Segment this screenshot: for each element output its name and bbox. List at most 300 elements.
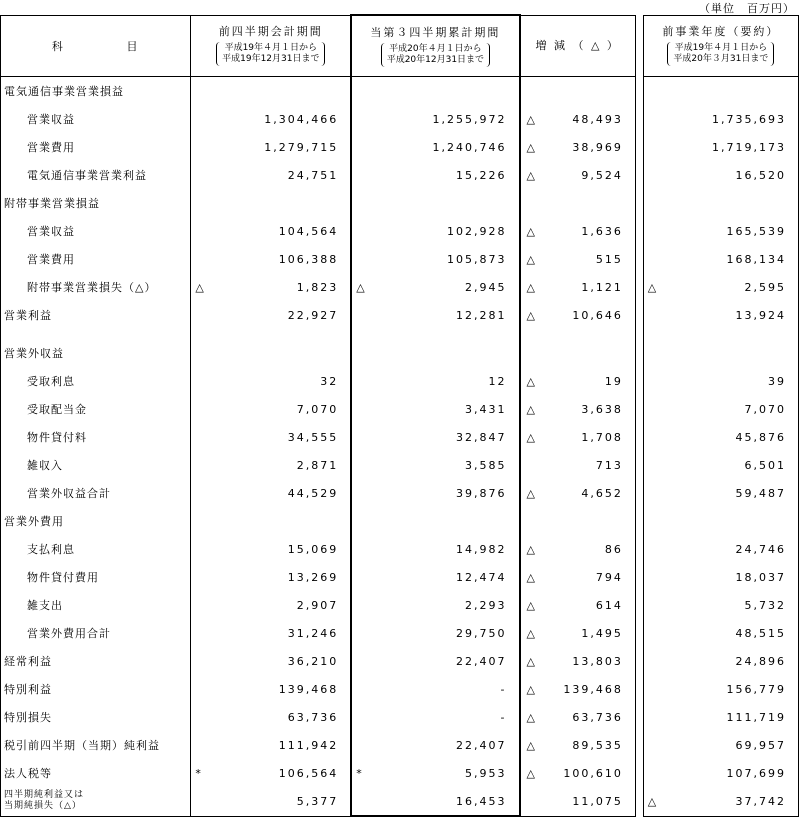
row-label: [1, 790, 190, 812]
column-gap: [635, 535, 643, 563]
table-row: [1, 619, 799, 647]
diff-cell-value: 86: [604, 542, 623, 556]
prev-period-cell-value: 32: [320, 374, 339, 388]
row-label-line: 当期純損失（△）: [4, 801, 82, 812]
cur-period-cell: [351, 301, 519, 329]
cur-period-cell: [351, 451, 519, 479]
prev-period-cell: [191, 245, 351, 273]
prev-period-cell: [191, 535, 351, 563]
prev-period-cell-value: 1,279,715: [264, 140, 339, 154]
cur-period-cell: [351, 77, 519, 106]
row-label: 物件貸付費用: [27, 571, 99, 584]
unit-label: （単位 百万円）: [699, 2, 795, 15]
spacer-row: [1, 329, 799, 339]
column-gap: [635, 273, 643, 301]
cur-period-cell: [351, 563, 519, 591]
prev-period-cell-value: 139,468: [278, 682, 339, 696]
cur-period-cell-value: 3,585: [465, 458, 507, 472]
diff-cell-mark: △: [526, 430, 537, 444]
table-row: [1, 133, 799, 161]
column-gap: [635, 479, 643, 507]
prev-period-cell: [191, 273, 351, 301]
diff-cell-value: 89,535: [572, 738, 623, 752]
diff-cell-mark: △: [526, 710, 537, 724]
prev-period-cell-value: 13,269: [287, 570, 339, 584]
prev-period-cell-mark: △: [195, 280, 206, 294]
diff-cell-mark: △: [526, 224, 537, 238]
diff-cell-value: 38,969: [572, 140, 623, 154]
cur-period-cell-value: 105,873: [447, 252, 507, 266]
row-label-cell: [1, 703, 191, 731]
row-label: 附帯事業営業損益: [4, 197, 100, 210]
prev-period-cell: [191, 189, 351, 217]
prev-period-cell-value: 36,210: [287, 654, 339, 668]
cur-period-cell-value: 22,407: [456, 738, 507, 752]
diff-cell-value: 1,636: [581, 224, 623, 238]
diff-cell-value: 100,610: [563, 766, 623, 780]
prev-period-cell: [191, 759, 351, 787]
cur-period-cell: [351, 367, 519, 395]
diff-cell-value: 9,524: [581, 168, 623, 182]
column-gap: [635, 507, 643, 535]
cur-period-cell: [351, 479, 519, 507]
column-gap: [635, 451, 643, 479]
prev-year-cell-value: 168,134: [726, 252, 786, 266]
prev-year-cell-value: 59,487: [735, 486, 786, 500]
row-label-cell: [1, 329, 191, 339]
income-statement-table: [0, 14, 799, 817]
diff-cell: [520, 105, 636, 133]
row-label: 営業外収益: [4, 347, 64, 360]
header-label-col: [1, 15, 191, 77]
diff-cell: [520, 133, 636, 161]
column-gap: [635, 367, 643, 395]
row-label: 電気通信事業営業損益: [4, 85, 124, 98]
cur-period-cell-value: 15,226: [456, 168, 507, 182]
table-row: [1, 451, 799, 479]
prev-period-cell: [191, 161, 351, 189]
cur-period-cell-value: 12,474: [456, 570, 507, 584]
diff-cell-value: 794: [595, 570, 623, 584]
header-year-from: 平成19年４月１日から: [674, 43, 768, 54]
column-gap: [635, 591, 643, 619]
prev-year-cell-mark: △: [647, 280, 659, 294]
row-label: 電気通信事業営業利益: [27, 169, 147, 182]
row-label: 受取配当金: [27, 403, 87, 416]
prev-year-cell-value: 6,501: [744, 458, 786, 472]
cur-period-cell-value: -: [500, 682, 507, 696]
table-row: [1, 105, 799, 133]
diff-cell: [520, 563, 636, 591]
row-label-cell: [1, 273, 191, 301]
row-label: 営業費用: [27, 253, 75, 266]
prev-period-cell: [191, 787, 351, 816]
cur-period-cell: [351, 591, 519, 619]
table-row: [1, 301, 799, 329]
row-label: 附帯事業営業損失（△）: [27, 281, 157, 294]
diff-cell-mark: △: [526, 654, 537, 668]
prev-period-cell-value: 44,529: [287, 486, 339, 500]
cur-period-cell: [351, 703, 519, 731]
table-row: [1, 703, 799, 731]
diff-cell-mark: △: [526, 402, 537, 416]
cur-period-cell: [351, 731, 519, 759]
cur-period-cell-value: 1,255,972: [432, 112, 507, 126]
table-row: [1, 647, 799, 675]
row-label-cell: [1, 479, 191, 507]
prev-period-cell: [191, 647, 351, 675]
cur-period-cell-value: -: [500, 710, 507, 724]
row-label-cell: [1, 423, 191, 451]
row-label-cell: [1, 217, 191, 245]
table-row: [1, 77, 799, 106]
prev-year-cell: [643, 133, 798, 161]
table-row: [1, 423, 799, 451]
row-label-cell: [1, 759, 191, 787]
diff-cell-value: 1,708: [581, 430, 623, 444]
cur-period-cell-value: 5,953: [465, 766, 507, 780]
header-cur-to: 平成20年12月31日まで: [386, 54, 485, 65]
row-label-cell: [1, 535, 191, 563]
cur-period-cell-value: 39,876: [456, 486, 507, 500]
diff-cell-mark: △: [526, 766, 537, 780]
diff-cell: [520, 507, 636, 535]
cur-period-cell: [351, 133, 519, 161]
table-header-row: [1, 15, 799, 77]
row-label-cell: [1, 619, 191, 647]
cur-period-cell: [351, 423, 519, 451]
header-kamoku-2: 目: [126, 39, 140, 53]
table-row: [1, 507, 799, 535]
row-label-cell: [1, 563, 191, 591]
row-label: 営業費用: [27, 141, 75, 154]
prev-year-cell: [643, 273, 798, 301]
cur-period-cell: [351, 619, 519, 647]
header-year-title: 前事業年度（要約）: [662, 25, 780, 39]
row-label-cell: [1, 301, 191, 329]
row-label: 支払利息: [27, 543, 75, 556]
cur-period-cell-value: 29,750: [456, 626, 507, 640]
prev-year-cell-value: 111,719: [726, 710, 786, 724]
diff-cell: [520, 339, 636, 367]
prev-period-cell: [191, 133, 351, 161]
cur-period-cell: [351, 217, 519, 245]
prev-period-cell-value: 63,736: [287, 710, 339, 724]
diff-cell-mark: △: [526, 486, 537, 500]
row-label: 雑収入: [27, 459, 63, 472]
table-row: [1, 273, 799, 301]
diff-cell-mark: △: [526, 738, 537, 752]
prev-year-cell: [643, 731, 798, 759]
prev-year-cell: [643, 189, 798, 217]
header-prev-title: 前四半期会計期間: [218, 25, 323, 39]
table-row: [1, 535, 799, 563]
prev-year-cell: [643, 647, 798, 675]
column-gap: [635, 731, 643, 759]
header-prev-period: [191, 15, 351, 77]
column-gap: [635, 15, 643, 77]
prev-period-cell-value: 106,388: [278, 252, 339, 266]
diff-cell: [520, 619, 636, 647]
cur-period-cell-value: 12,281: [456, 308, 507, 322]
cur-period-cell: [351, 675, 519, 703]
column-gap: [635, 787, 643, 816]
prev-year-cell-value: 69,957: [735, 738, 786, 752]
table-row: [1, 339, 799, 367]
prev-year-cell-value: 39: [768, 374, 786, 388]
diff-cell-value: 13,803: [572, 654, 623, 668]
row-label: 税引前四半期（当期）純利益: [4, 739, 160, 752]
prev-period-cell-value: 24,751: [287, 168, 339, 182]
diff-cell: [520, 535, 636, 563]
prev-period-cell-value: 34,555: [287, 430, 339, 444]
diff-cell-mark: △: [526, 682, 537, 696]
prev-period-cell-value: 22,927: [287, 308, 339, 322]
row-label-cell: [1, 507, 191, 535]
row-label-cell: [1, 451, 191, 479]
cur-period-cell: [351, 245, 519, 273]
prev-year-cell: [643, 563, 798, 591]
prev-year-cell: [643, 479, 798, 507]
column-gap: [635, 619, 643, 647]
diff-cell: [520, 217, 636, 245]
column-gap: [635, 105, 643, 133]
prev-period-cell: [191, 507, 351, 535]
table-row: [1, 367, 799, 395]
row-label-cell: [1, 105, 191, 133]
table-row: [1, 563, 799, 591]
prev-period-cell-value: 1,823: [296, 280, 339, 294]
prev-year-cell: [643, 245, 798, 273]
diff-cell-mark: △: [526, 626, 537, 640]
diff-cell-value: 4,652: [581, 486, 623, 500]
row-label-cell: [1, 675, 191, 703]
diff-cell-value: 1,495: [581, 626, 623, 640]
prev-period-cell-mark: *: [195, 766, 203, 780]
diff-cell-value: 515: [595, 252, 623, 266]
column-gap: [635, 759, 643, 787]
prev-period-cell: [191, 77, 351, 106]
prev-year-cell: [643, 675, 798, 703]
prev-year-cell: [643, 591, 798, 619]
diff-cell-value: 614: [595, 598, 623, 612]
row-label-cell: [1, 647, 191, 675]
diff-cell: [520, 759, 636, 787]
diff-cell-value: 3,638: [581, 402, 623, 416]
diff-cell-mark: △: [526, 308, 537, 322]
prev-year-cell: [643, 217, 798, 245]
prev-year-cell-value: 2,595: [744, 280, 786, 294]
prev-period-cell-value: 1,304,466: [264, 112, 339, 126]
header-diff-title: 増 減 （ △ ）: [535, 38, 620, 52]
diff-cell-value: 11,075: [572, 794, 623, 808]
prev-period-cell-value: 7,070: [296, 402, 339, 416]
prev-period-cell-value: 111,942: [278, 738, 339, 752]
row-label: 営業外費用: [4, 515, 64, 528]
diff-cell-value: 10,646: [572, 308, 623, 322]
diff-cell: [520, 301, 636, 329]
row-label-cell: [1, 787, 191, 816]
header-year-to: 平成20年３月31日まで: [673, 54, 769, 65]
row-label: 営業外費用合計: [27, 627, 111, 640]
prev-year-cell: [643, 395, 798, 423]
diff-cell: [520, 675, 636, 703]
prev-year-cell: [643, 507, 798, 535]
prev-year-cell-value: 165,539: [726, 224, 786, 238]
prev-period-cell: [191, 703, 351, 731]
table-row: [1, 395, 799, 423]
prev-year-cell-value: 156,779: [726, 682, 786, 696]
header-diff: [520, 15, 636, 77]
prev-period-cell: [191, 339, 351, 367]
cur-period-cell: [351, 787, 519, 816]
column-gap: [635, 563, 643, 591]
row-label-line: 四半期純利益又は: [4, 790, 85, 801]
diff-cell-mark: △: [526, 168, 537, 182]
cur-period-cell-value: 12: [488, 374, 507, 388]
row-label-cell: [1, 731, 191, 759]
prev-period-cell: [191, 105, 351, 133]
table-row: [1, 759, 799, 787]
column-gap: [635, 189, 643, 217]
row-label-cell: [1, 77, 191, 106]
prev-year-cell: [643, 703, 798, 731]
table-row: [1, 479, 799, 507]
prev-year-cell: [643, 787, 798, 816]
diff-cell: [520, 367, 636, 395]
cur-period-cell-value: 2,293: [465, 598, 507, 612]
table-row: [1, 787, 799, 816]
row-label-cell: [1, 133, 191, 161]
diff-cell: [520, 647, 636, 675]
diff-cell: [520, 245, 636, 273]
prev-year-cell-value: 1,719,173: [712, 140, 786, 154]
prev-year-cell: [643, 451, 798, 479]
prev-period-cell-value: 2,907: [296, 598, 339, 612]
table-row: [1, 189, 799, 217]
diff-cell: [520, 703, 636, 731]
prev-year-cell-value: 37,742: [735, 794, 786, 808]
prev-period-cell: [191, 451, 351, 479]
prev-year-cell: [643, 619, 798, 647]
cur-period-cell-value: 102,928: [447, 224, 507, 238]
diff-cell-value: 713: [595, 458, 623, 472]
diff-cell: [520, 591, 636, 619]
row-label: 受取利息: [27, 375, 75, 388]
diff-cell: [520, 787, 636, 816]
cur-period-cell-value: 1,240,746: [432, 140, 507, 154]
header-cur-from: 平成20年４月１日から: [389, 43, 482, 54]
row-label: 営業利益: [4, 309, 52, 322]
prev-period-cell-value: 15,069: [287, 542, 339, 556]
prev-period-cell: [191, 479, 351, 507]
cur-period-cell-value: 32,847: [456, 430, 507, 444]
table-row: [1, 245, 799, 273]
prev-year-cell-value: 24,746: [735, 542, 786, 556]
diff-cell-value: 139,468: [563, 682, 623, 696]
diff-cell: [520, 731, 636, 759]
column-gap: [635, 77, 643, 106]
header-cur-period: [351, 15, 519, 77]
diff-cell-mark: △: [526, 570, 537, 584]
row-label: 営業収益: [27, 113, 75, 126]
prev-year-cell: [643, 301, 798, 329]
diff-cell: [520, 451, 636, 479]
cur-period-cell-value: 16,453: [456, 794, 507, 808]
cur-period-cell: [351, 339, 519, 367]
table-row: [1, 217, 799, 245]
header-prev-from: 平成19年４月１日から: [224, 43, 318, 54]
diff-cell-value: 19: [604, 374, 623, 388]
prev-period-cell-value: 31,246: [287, 626, 339, 640]
prev-year-cell-value: 48,515: [735, 626, 786, 640]
diff-cell: [520, 77, 636, 106]
prev-period-cell-value: 2,871: [296, 458, 339, 472]
cur-period-cell: [351, 395, 519, 423]
cur-period-cell-value: 14,982: [456, 542, 507, 556]
header-year-period: [643, 15, 798, 77]
cur-period-cell: [351, 647, 519, 675]
cur-period-cell-value: 3,431: [465, 402, 507, 416]
prev-year-cell: [643, 329, 798, 339]
prev-year-cell-value: 7,070: [744, 402, 786, 416]
row-label: 特別損失: [4, 711, 52, 724]
diff-cell-mark: △: [526, 140, 537, 154]
prev-year-cell: [643, 535, 798, 563]
prev-year-cell: [643, 77, 798, 106]
diff-cell: [520, 395, 636, 423]
diff-cell-mark: △: [526, 252, 537, 266]
row-label-cell: [1, 591, 191, 619]
row-label: 物件貸付料: [27, 431, 87, 444]
prev-period-cell: [191, 423, 351, 451]
prev-period-cell: [191, 619, 351, 647]
row-label-cell: [1, 339, 191, 367]
diff-cell: [520, 161, 636, 189]
column-gap: [635, 647, 643, 675]
header-cur-title: 当第３四半期累計期間: [370, 25, 501, 39]
column-gap: [635, 245, 643, 273]
diff-cell: [520, 479, 636, 507]
row-label-cell: [1, 367, 191, 395]
header-kamoku-1: 科: [51, 39, 65, 53]
diff-cell: [520, 423, 636, 451]
column-gap: [635, 161, 643, 189]
diff-cell-mark: △: [526, 280, 537, 294]
diff-cell-mark: △: [526, 374, 537, 388]
table-row: [1, 731, 799, 759]
prev-year-cell: [643, 759, 798, 787]
row-label: 経常利益: [4, 655, 52, 668]
cur-period-cell-mark: △: [356, 280, 367, 294]
diff-cell: [520, 329, 636, 339]
prev-year-cell-value: 1,735,693: [712, 112, 786, 126]
diff-cell-value: 1,121: [581, 280, 623, 294]
cur-period-cell-value: 22,407: [456, 654, 507, 668]
row-label-cell: [1, 189, 191, 217]
table-row: [1, 161, 799, 189]
prev-year-cell-value: 18,037: [735, 570, 786, 584]
cur-period-cell-value: 2,945: [465, 280, 507, 294]
prev-year-cell-value: 13,924: [735, 308, 786, 322]
table-row: [1, 591, 799, 619]
diff-cell: [520, 189, 636, 217]
prev-period-cell: [191, 731, 351, 759]
row-label: 営業外収益合計: [27, 487, 111, 500]
diff-cell-value: 48,493: [572, 112, 623, 126]
diff-cell-value: 63,736: [572, 710, 623, 724]
row-label-cell: [1, 161, 191, 189]
